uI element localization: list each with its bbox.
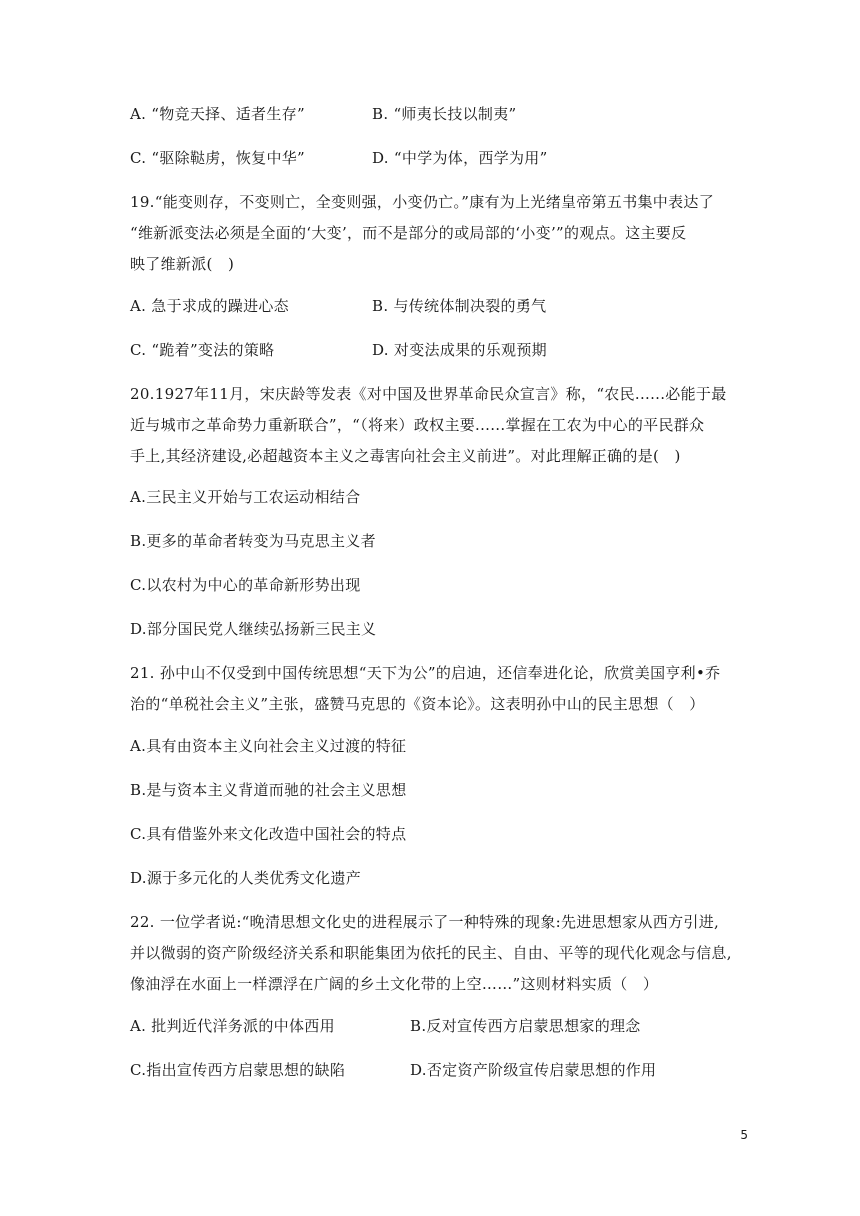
q20-option-c: C.以农村为中心的革命新形势出现 xyxy=(130,576,361,594)
q19-stem-line-3: 映了维新派( ) xyxy=(130,255,235,273)
q20-option-b: B.更多的革命者转变为马克思主义者 xyxy=(130,532,376,550)
q20-stem-line-2: 近与城市之革命势力重新联合”，“（将来）政权主要......掌握在工农为中心的平民群众 xyxy=(130,416,705,434)
q18-option-d: D. “中学为体，西学为用” xyxy=(372,149,548,167)
q18-option-a: A. “物竞天择、适者生存” xyxy=(130,105,305,123)
q19-stem-line-1: 19.“能变则存，不变则亡，全变则强，小变仍亡。”康有为上光绪皇帝第五书集中表达了 xyxy=(130,193,714,211)
q19-option-c: C. “跪着”变法的策略 xyxy=(130,341,275,359)
q19-option-b: B. 与传统体制决裂的勇气 xyxy=(372,297,547,315)
q22-option-b: B.反对宣传西方启蒙思想家的理念 xyxy=(410,1017,641,1035)
q21-option-a: A.具有由资本主义向社会主义过渡的特征 xyxy=(130,737,407,755)
q22-stem-line-1: 22. 一位学者说:“晚清思想文化史的进程展示了一种特殊的现象:先进思想家从西方引进, xyxy=(130,913,720,931)
q21-option-c: C.具有借鉴外来文化改造中国社会的特点 xyxy=(130,825,407,843)
q22-option-c: C.指出宣传西方启蒙思想的缺陷 xyxy=(130,1061,346,1079)
q22-stem-line-3: 像油浮在水面上一样漂浮在广阔的乡土文化带的上空……”这则材料实质（ ） xyxy=(130,975,659,993)
q22-stem-line-2: 并以微弱的资产阶级经济关系和职能集团为依托的民主、自由、平等的现代化观念与信息, xyxy=(130,944,732,962)
q18-option-c: C. “驱除鞑虏，恢复中华” xyxy=(130,149,306,167)
q20-option-a: A.三民主义开始与工农运动相结合 xyxy=(130,488,361,506)
q19-stem-line-2: “维新派变法必须是全面的‘大变’，而不是部分的或局部的‘小变’”的观点。这主要反 xyxy=(130,224,687,242)
q21-stem-line-1: 21. 孙中山不仅受到中国传统思想“天下为公”的启迪，还信奉进化论，欣赏美国亨利•乔 xyxy=(130,664,721,682)
q20-stem-line-1: 20.1927年11月，宋庆龄等发表《对中国及世界革命民众宣言》称，“农民......必能于最 xyxy=(130,385,727,403)
q21-option-b: B.是与资本主义背道而驰的社会主义思想 xyxy=(130,781,407,799)
q22-option-d: D.否定资产阶级宣传启蒙思想的作用 xyxy=(410,1061,657,1079)
q21-option-d: D.源于多元化的人类优秀文化遗产 xyxy=(130,869,362,887)
q18-option-b: B. “师夷长技以制夷” xyxy=(372,105,517,123)
q21-stem-line-2: 治的“单税社会主义”主张，盛赞马克思的《资本论》。这表明孙中山的民主思想（ ） xyxy=(130,695,705,713)
q19-option-a: A. 急于求成的躁进心态 xyxy=(130,297,289,315)
q19-option-d: D. 对变法成果的乐观预期 xyxy=(372,341,547,359)
q20-option-d: D.部分国民党人继续弘扬新三民主义 xyxy=(130,620,377,638)
page-number: 5 xyxy=(740,1128,748,1142)
q22-option-a: A. 批判近代洋务派的中体西用 xyxy=(130,1017,335,1035)
q20-stem-line-3: 手上,其经济建设,必超越资本主义之毒害向社会主义前进”。对此理解正确的是( ) xyxy=(130,447,681,465)
